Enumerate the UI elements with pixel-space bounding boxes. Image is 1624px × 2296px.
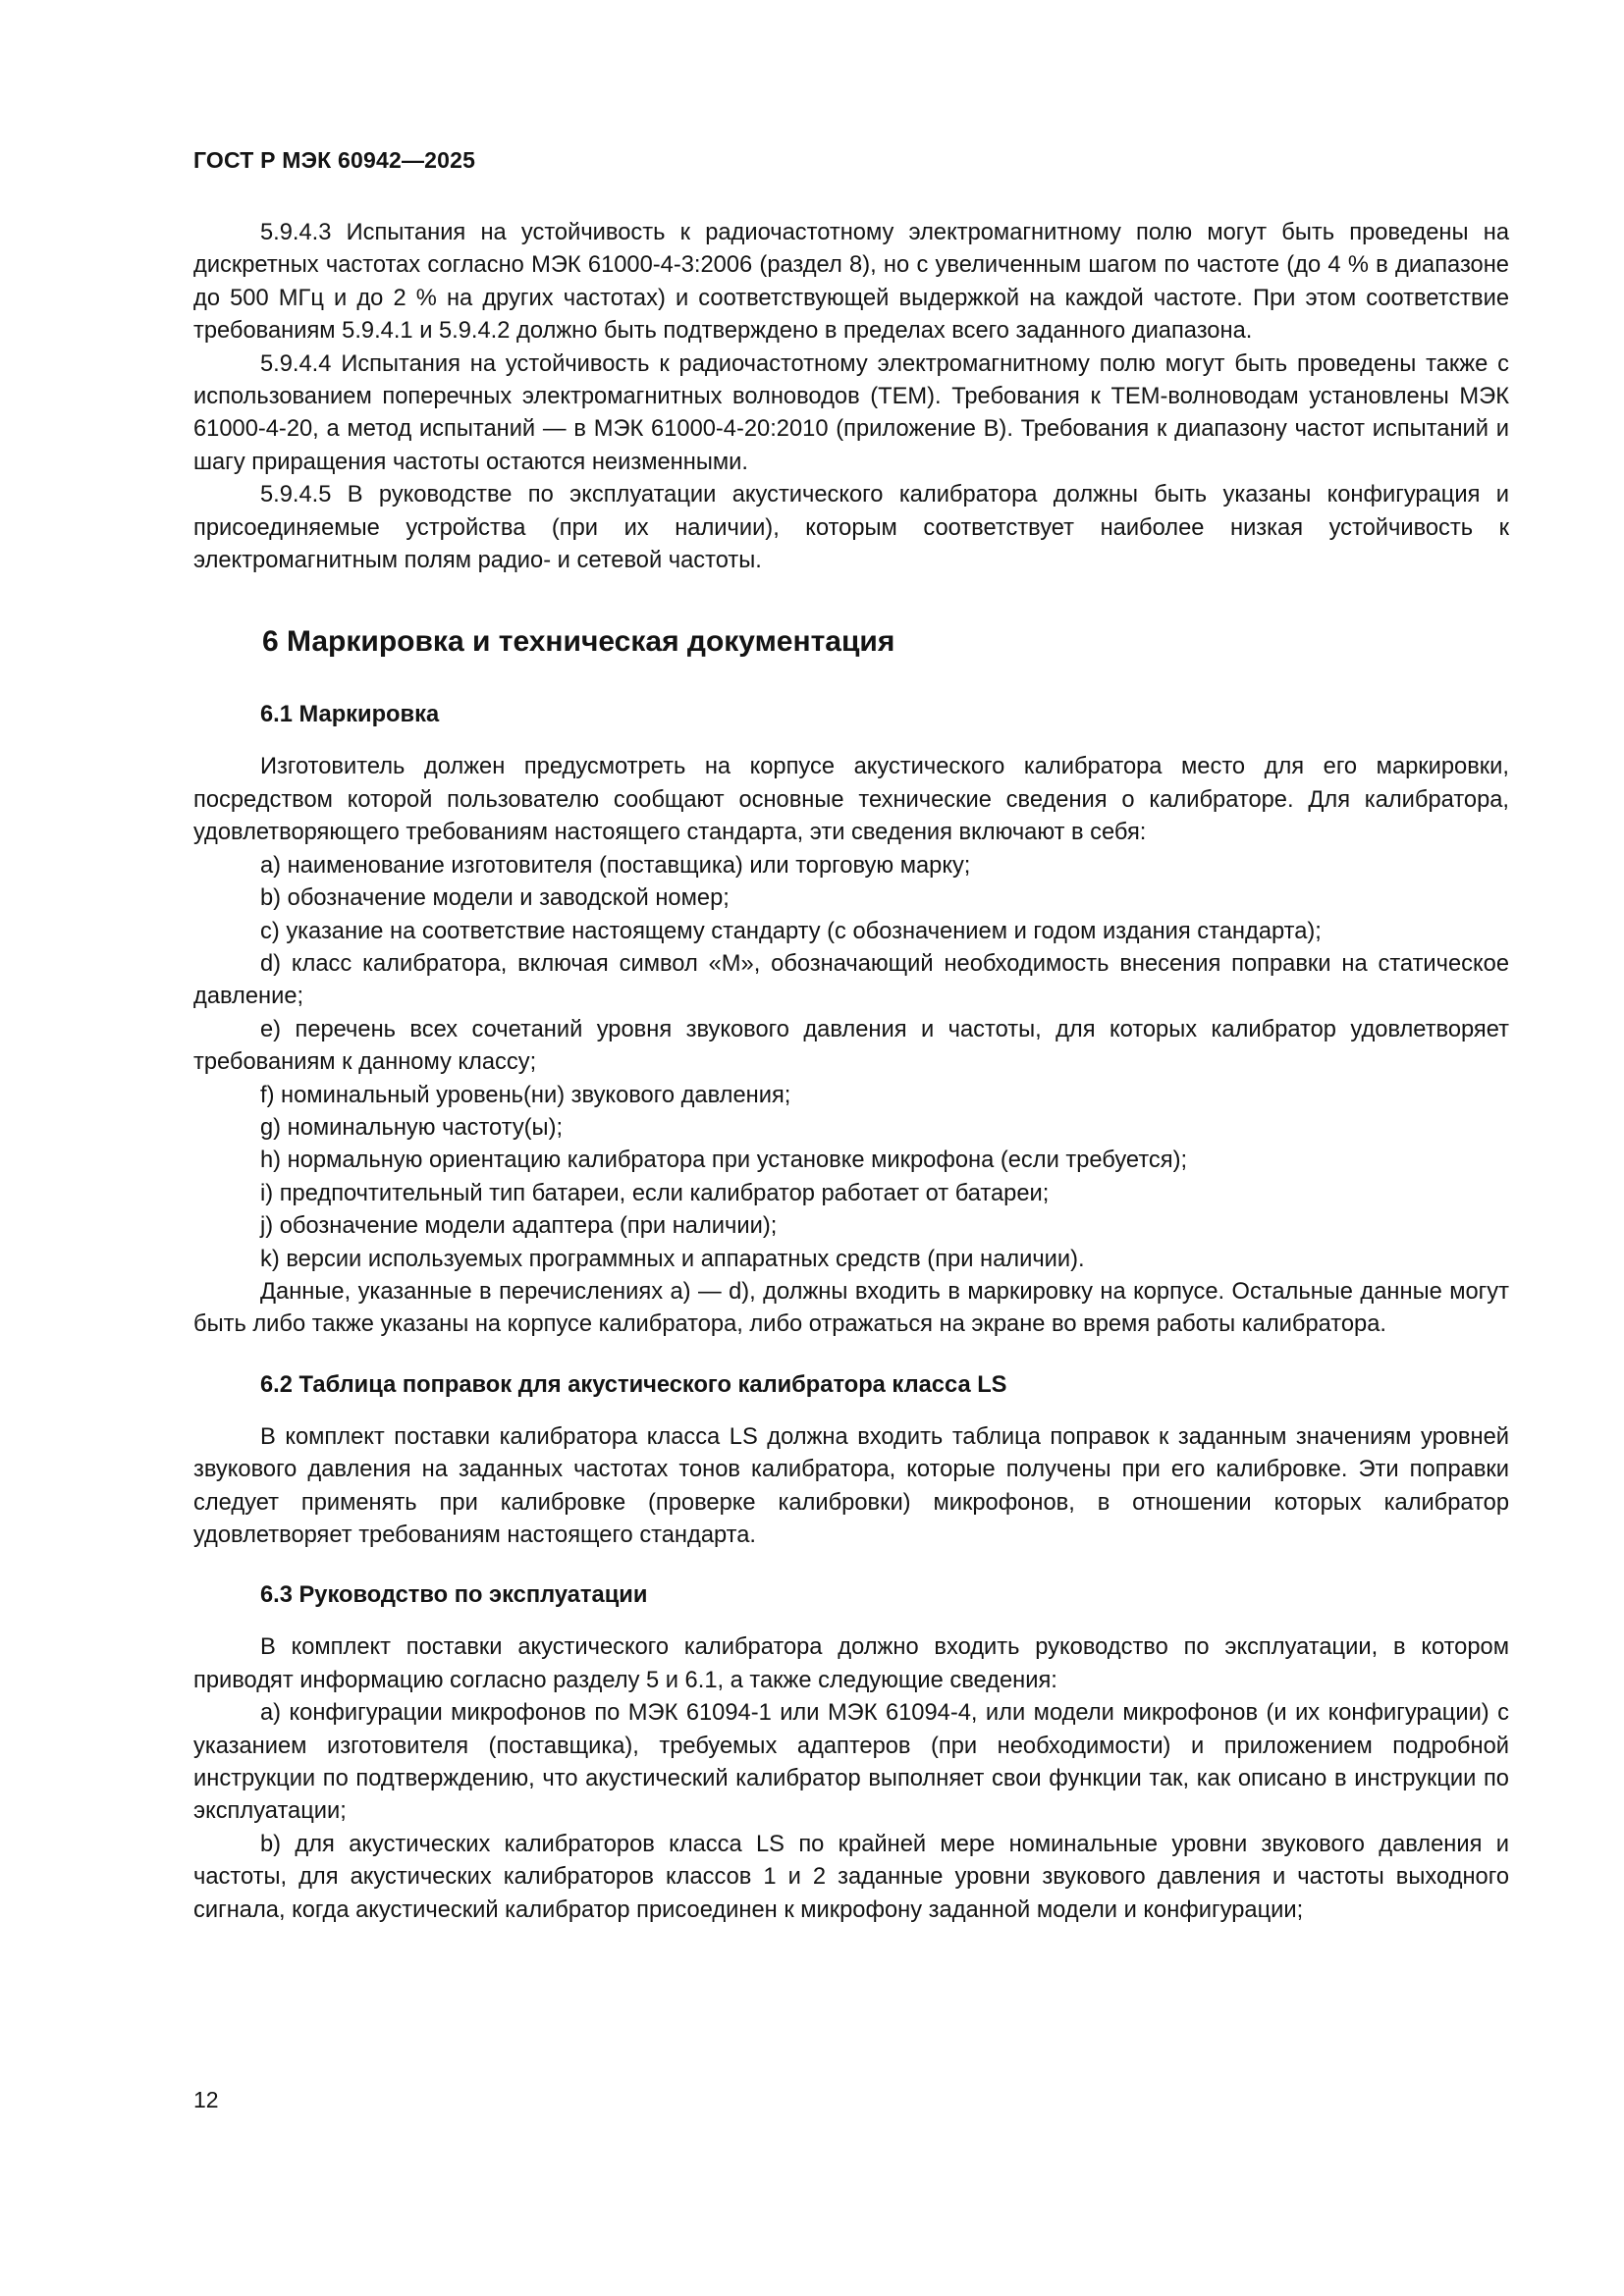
list-item-6-1-f: f) номинальный уровень(ни) звукового давления;: [260, 1082, 791, 1108]
subsection-6-2-text: В комплект поставки калибратора класса LS должна входить таблица поправок к заданным значениям уровней звукового давления на заданных частотах тонов калибратора, которые получены при его калибровке. Эти поправки следует применять при калибровке (проверке калибровки) микрофонов, в отношении которых калибратор удовлетворяет требованиям настоящего стандарта.: [193, 1423, 1509, 1548]
list-item-6-1-c: c) указание на соответствие настоящему стандарту (с обозначением и годом издания стандарта);: [260, 918, 1322, 944]
subsection-6-1-outro: Данные, указанные в перечислениях a) — d), должны входить в маркировку на корпусе. Остальные данные могут быть либо также указаны на корпусе калибратора, либо отражаться на экране во время работы калибратора.: [193, 1278, 1509, 1338]
list-item-6-1-g: g) номинальную частоту(ы);: [260, 1114, 564, 1141]
list-item-6-1-k: k) версии используемых программных и аппаратных средств (при наличии).: [260, 1246, 1085, 1272]
list-item-6-1-d: d) класс калибратора, включая символ «М», обозначающий необходимость внесения поправки на статическое давление;: [193, 950, 1509, 1010]
list-item-6-1-a: a) наименование изготовителя (поставщика) или торговую марку;: [260, 852, 971, 879]
paragraph-5-9-4-5: 5.9.4.5 В руководстве по эксплуатации акустического калибратора должны быть указаны конфигурация и присоединяемые устройства (при их наличии), которым соответствует наиболее низкая устойчивость к электромагнитным полям радио- и сетевой частоты.: [193, 482, 1509, 574]
list-item-6-1-b: b) обозначение модели и заводской номер;: [260, 885, 730, 912]
section-6-title: 6 Маркировка и техническая документация: [262, 625, 895, 659]
list-item-6-3-b: b) для акустических калибраторов класса LS по крайней мере номинальные уровни звукового давления и частоты, для акустических калибраторов классов 1 и 2 заданные уровни звукового давления и частоты выходного сигнала, когда акустический калибратор присоединен к микрофону заданной модели и конфигурации;: [193, 1831, 1509, 1923]
page-number: 12: [193, 2087, 219, 2112]
subsection-6-2-title: 6.2 Таблица поправок для акустического калибратора класса LS: [260, 1371, 1007, 1398]
subsection-6-3-intro: В комплект поставки акустического калибратора должно входить руководство по эксплуатации, в котором приводят информацию согласно разделу 5 и 6.1, а также следующие сведения:: [193, 1634, 1509, 1693]
subsection-6-3-title: 6.3 Руководство по эксплуатации: [260, 1582, 648, 1609]
list-item-6-1-h: h) нормальную ориентацию калибратора при установке микрофона (если требуется);: [260, 1148, 1188, 1174]
list-item-6-1-i: i) предпочтительный тип батареи, если калибратор работает от батареи;: [260, 1180, 1050, 1206]
document-header: ГОСТ Р МЭК 60942—2025: [193, 147, 476, 173]
list-item-6-3-a: a) конфигурации микрофонов по МЭК 61094-1 или МЭК 61094-4, или модели микрофонов (и их конфигурации) с указанием изготовителя (поставщика), требуемых адаптеров (при необходимости) и приложением подробной инструкции по подтверждению, что акустический калибратор выполняет свои функции так, как описано в инструкции по эксплуатации;: [193, 1700, 1509, 1825]
paragraph-5-9-4-4: 5.9.4.4 Испытания на устойчивость к радиочастотному электромагнитному полю могут быть проведены также с использованием поперечных электромагнитных волноводов (ТЕМ). Требования к ТЕМ-волноводам установлены МЭК 61000-4-20, а метод испытаний — в МЭК 61000-4-20:2010 (приложение В). Требования к диапазону частот испытаний и шагу приращения частоты остаются неизменными.: [193, 350, 1509, 475]
subsection-6-1-intro: Изготовитель должен предусмотреть на корпусе акустического калибратора место для его маркировки, посредством которой пользователю сообщают основные технические сведения о калибраторе. Для калибратора, удовлетворяющего требованиям настоящего стандарта, эти сведения включают в себя:: [193, 754, 1509, 846]
subsection-6-1-title: 6.1 Маркировка: [260, 702, 440, 728]
list-item-6-1-j: j) обозначение модели адаптера (при наличии);: [260, 1213, 778, 1240]
paragraph-5-9-4-3: 5.9.4.3 Испытания на устойчивость к радиочастотному электромагнитному полю могут быть проведены на дискретных частотах согласно МЭК 61000-4-3:2006 (раздел 8), но с увеличенным шагом по частоте (до 4 % в диапазоне до 500 МГц и до 2 % на других частотах) и соответствующей выдержкой на каждой частоте. При этом соответствие требованиям 5.9.4.1 и 5.9.4.2 должно быть подтверждено в пределах всего заданного диапазона.: [193, 220, 1509, 345]
list-item-6-1-e: e) перечень всех сочетаний уровня звукового давления и частоты, для которых калибратор удовлетворяет требованиям к данному классу;: [193, 1016, 1509, 1076]
document-page: [193, 147, 1509, 1927]
